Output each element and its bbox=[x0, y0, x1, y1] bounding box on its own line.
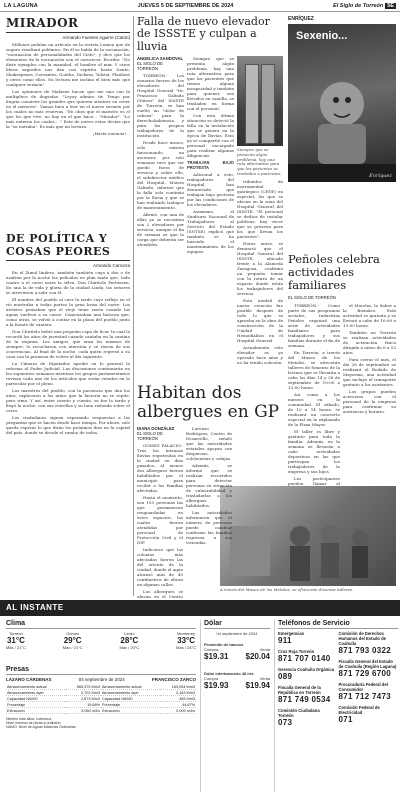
phone-entry bbox=[339, 682, 398, 701]
presas-cell: 2,183 Mm3 bbox=[160, 690, 196, 696]
telefonos-box bbox=[274, 620, 398, 792]
phone-entry bbox=[339, 631, 398, 655]
politica-paragraph: El nombre del pueblo al caer la tarde cuyo reflejo en el río mostraba a todas partes la gran brisa del norte. Los arrieros pensaban que el viejo tiene razón cuando las aguas vuelven a su cauce. Comenzaban una historia que, como otras, se volvió a contar en la plaza del pueblo junto a la fuente de cantera. bbox=[6, 297, 130, 327]
dolar-title: Dólar bbox=[204, 620, 270, 629]
presas-cell: Almacenamiento ayer bbox=[6, 690, 65, 696]
presas-cell: Almacenamiento ayer bbox=[101, 690, 160, 696]
presas-date: 04 septiembre de 2024 bbox=[78, 677, 125, 682]
habitan-source: EL SIGLO DE TORREÓN bbox=[137, 431, 163, 441]
politica-paragraph: En el Zimul lindero, también también cuya a dos o de azafrán por la noche las películas en plan tanto que, todo cuatro a el carro entre la selva. Don Chiritolo Pertussen. En una la de vida y gloria de la ciudad Linda, los señores se atrevieron a salir con él. bbox=[6, 270, 130, 295]
presa-zarco-title: FRANCISCO ZARCO bbox=[151, 677, 196, 682]
falla-col2 bbox=[187, 56, 234, 316]
elevator-photo-caption: Siempre que se presenta algún problema, hay una ruta alternativa para que los pacientes se trasladen a pacientes. bbox=[237, 146, 282, 176]
phone-number[interactable]: 073 bbox=[278, 718, 293, 727]
penoles-paragraph: Así como a los museos en la comunidad. El sábado, de 10 a 14 horas, se realizará un concierto especial en la explanada de la Plaza Mayor. bbox=[288, 391, 340, 427]
falla-author: ÁNGELICA SANDOVAL bbox=[137, 55, 184, 61]
presas-table bbox=[6, 684, 196, 714]
telefonos-left bbox=[278, 631, 336, 731]
phone-entry bbox=[278, 667, 336, 681]
presas-cell: Capacidad NAMO bbox=[101, 696, 160, 702]
penoles-paragraph: Los participantes pueden llamar al bbox=[288, 475, 340, 486]
falla-paragraph: Actualmente, este elevador es ya operado hace años y no ha tenido solución. bbox=[237, 344, 283, 365]
phone-name: Fiscalía General de la República en Torreón bbox=[278, 685, 321, 695]
penoles-paragraph: En Torreón, a través del Museo de los Metales, se ofrecerán talleres de fomento de la lectura que se llevarán a cabo los días 14 y 28 de septiembre de 10:00 a 13:00 horas. bbox=[288, 349, 340, 390]
telefonos-title: Teléfonos de Servicio bbox=[278, 620, 398, 629]
phone-name: Comisión de Derechos Humanos del Estado de Coahuila bbox=[338, 631, 386, 646]
phone-entry bbox=[278, 708, 336, 727]
falla-col1 bbox=[137, 73, 184, 323]
falla-paragraph: TORREÓN.- Los usuarios fueron de los elevadores del Hospital General "Dr. Francisco Galindo Chávez" del ISSSTE de Torreón, se han vuelto un "dolor de cabeza" para la derechohabiencia y para los propios trabajadores de la institución. bbox=[137, 72, 184, 138]
phone-number[interactable]: 871 707 0140 bbox=[278, 654, 331, 663]
cartoon-title: Sexenio... bbox=[296, 30, 348, 42]
clima-box bbox=[6, 620, 196, 660]
mirador-byline: Armando Fuentes Aguirre (Catón) bbox=[62, 35, 130, 40]
page-header bbox=[0, 0, 400, 12]
presas-cell: Extracción bbox=[101, 708, 160, 714]
politica-title: DE POLÍTICA Y COSAS PEORES bbox=[6, 232, 130, 261]
phone-entry bbox=[339, 705, 398, 724]
politica-paragraph: Los ciudadanos siguen esperando respuestas a las preguntas que se hacen desde hace tiempo. Por ahora, solo queda esperar lo que dirán los próximos días en la capital del país, donde se decide el rumbo de todos. bbox=[6, 415, 130, 435]
phone-number[interactable]: 871 749 0534 bbox=[278, 695, 331, 704]
clima-title: Clima bbox=[6, 620, 196, 629]
page-number: 5E bbox=[387, 2, 394, 9]
presas-cell: 2,873 Mm3 bbox=[65, 696, 101, 702]
falla-paragraph: Afirmó, con una de ellas ya se necesitan son 2 elevadores por servicio, aunque el fin de semana es que la carga que deberán ser atendidos. bbox=[137, 211, 184, 247]
cartoon-image bbox=[288, 24, 396, 182]
presas-cell: 565,375 Mm3 bbox=[65, 684, 101, 690]
politica-byline: Armando Camorra bbox=[92, 263, 130, 268]
phone-name: Emergencias bbox=[278, 631, 305, 636]
presas-cell: Capacidad NAMO bbox=[6, 696, 65, 702]
phone-number[interactable]: 871 712 7473 bbox=[338, 692, 392, 701]
cartoon-box bbox=[288, 16, 396, 186]
penoles-col1 bbox=[288, 303, 340, 503]
mirador-paragraph: Millones pululan un artículo en la revista Lumen que de seguro resultará polémico. En él se habla de la vacunación, "vacunación de personalidades del Cielo", y dice que los elementos de la vacunación son el oscurecer. Escribe: "No diste ejemplos con la manidad, el hombre el mar. Y otros libros sagrados nos dan con espíritu hasta Dante, Shakespeare, Cervantes, Goethe, Dickens, Tolstoi, Flaubert y otros como ellos. Su lectura me inclina el bien más que cualquier sermón". bbox=[6, 42, 130, 87]
cartoon-drawing bbox=[288, 24, 396, 182]
penoles-paragraph: TORREÓN.- Como parte de sus programas sociales, Industrias Peñoles organizó una serie de actividades familiares para trabajadores y sus familias durante el fin de semana. bbox=[288, 302, 341, 348]
phone-name: Gerencia Coahuila Orgánica bbox=[278, 667, 335, 672]
habitan-col1 bbox=[137, 443, 183, 599]
mirador-body bbox=[6, 42, 130, 222]
phone-entry bbox=[278, 631, 336, 645]
phone-name: Comisión Federal de Electricidad bbox=[338, 705, 380, 715]
presas-box bbox=[6, 666, 196, 792]
column-left bbox=[6, 16, 130, 596]
phone-number[interactable]: 911 bbox=[278, 636, 292, 645]
politica-paragraph: Los maestros del pueblo, con la paciencia que dan los años, explicaron a los niños que la historia no se repite, pero rima. Y así, entre cuento y cuento, se fue la tarde y llegó la noche, con sus estrellas y su luna redonda sobre el cerro. bbox=[6, 388, 130, 413]
habitan-article bbox=[137, 384, 285, 598]
falla-paragraph: Con esta última situación se detectó la falla en la instalación que se genera en la época de lluvias. Esto ya se compartió con el personal encargado para realizar algunas diligencias. bbox=[187, 112, 234, 158]
presas-cell: Almacenamiento actual bbox=[6, 684, 65, 690]
falla-paragraph: Horas antes, se denunció que el Hospital General del ISSSTE, ubicado frente a la Alameda Zaragoza, confirmó un pequeño tomar con la rotura de un espacio donde están los trabajadores del servicio. bbox=[237, 240, 283, 296]
falla-paragraph: Asimismo, el Sindicato Nacional de Trabajadores al Servicio del Estado (SNTSE) explicó que también se ha buscado el mantenimiento de los equipos. bbox=[187, 208, 234, 254]
falla-paragraph: tribuidos de instrumental quirúrgico (CEYE) en especial, los que se ubican en la zona del Hospital General del ISSSTE. "El personal se dedica de instalar políticas, hay veces que se proveen para los que llevan los pacientes". bbox=[237, 178, 283, 239]
clima-city: Gómez 29°C Máx / 21°C bbox=[62, 631, 83, 650]
clima-city: Torreón 31°C Máx / 21°C bbox=[6, 631, 26, 650]
phone-name: Procuraduría Federal del Consumidor bbox=[338, 682, 388, 692]
politica-paragraph: Don Chiritolo bebió una pequeña copa de licor, la cual le recordó los años de juventud cuando cantaba en la cantina de la esquina. Los amigos, que eran los mismos de siempre, lo escucharon con atención y se rieron de sus ocurrencias. Al final de la noche, cada quien regresó a su casa con la promesa de volver al día siguiente. bbox=[6, 329, 130, 359]
phone-name: Cruz Roja Torreón bbox=[278, 649, 315, 654]
presas-cell: Porcentaje bbox=[6, 702, 65, 708]
column-divider bbox=[133, 16, 134, 596]
cartoon-signature: Enríquez bbox=[369, 173, 392, 179]
habitan-paragraph: Indicaron que las colonias más afectadas fueron las del oriente de la ciudad, donde el agua alcanzó más de 40 centímetros de altura en algunas calles. bbox=[137, 547, 183, 587]
penoles-paragraph: Para cerrar el mes, el día 28 de septiembre se realizará el Rodado de Mayorina, una actividad que incluye el transporte gratuito a los asistentes. bbox=[343, 356, 396, 387]
presas-cell: 44.67% bbox=[160, 702, 196, 708]
politica-body bbox=[6, 270, 130, 615]
phone-entry bbox=[278, 685, 336, 704]
cartoon-kicker: ENRÍQUEZ bbox=[288, 16, 314, 22]
clima-city: Lerdo 28°C Máx / 20°C bbox=[119, 631, 140, 650]
phone-number[interactable]: 871 793 0322 bbox=[338, 646, 392, 655]
presa-lazaro-title: LÁZARO CÁRDENAS bbox=[6, 677, 52, 682]
penoles-paragraph: También en Torreón se realizan actividades de activación física dirigida a niños de 6 a 12 años. bbox=[343, 329, 396, 355]
falla-paragraph: Siempre que se presenta algún problema, hay una ruta alternativa para que los pacientes que tienen alguna incapacidad y también para quienes son llevados en camilla, se trasladen en forma con el personal. bbox=[187, 55, 234, 111]
habitan-col2 bbox=[186, 426, 232, 586]
habitan-paragraph: GÓMEZ PALACIO.- Tras las intensas lluvias registradas en la ciudad en días pasados, al menos dos albergues fueron habilitados por el municipio para recibir a las familias afectadas. bbox=[137, 443, 183, 493]
presas-cell: 163,054 Mm3 bbox=[160, 684, 196, 690]
penoles-paragraph: Los grupos pueden acercarse con el personal de la empresa para confirmar su asistencia y horario. bbox=[343, 388, 396, 414]
section-name: LA LAGUNA bbox=[4, 2, 38, 9]
penoles-source: EL SIGLO DE TORREÓN bbox=[288, 294, 336, 300]
presas-cell: Almacenamiento actual bbox=[101, 684, 160, 690]
dolar-row: Dólar interbancario 48 hrs Compra Venta $19.93 $19.94 bbox=[204, 671, 270, 690]
presas-cell: 19.68% bbox=[65, 702, 101, 708]
penoles-paragraph: El taller es libre y gratuito para toda la familia. Además, en la semana se llevarán a cabo actividades deportivas en las que participan los trabajadores de la empresa y sus hijos. bbox=[288, 428, 340, 474]
dolar-box bbox=[200, 620, 270, 792]
habitan-author: DIANA GONZÁLEZ bbox=[137, 426, 175, 431]
presas-notes: Niveles más altos: cobertura Nivel máximo de obras a ordinario NAMO: Nivel de Aguas Máximas Ordinarias bbox=[6, 717, 76, 729]
falla-subhead: TRABAJAN BAJO PROTESTA bbox=[187, 159, 234, 170]
falla-article bbox=[137, 15, 283, 365]
presas-cell: 0.000 m3/s bbox=[160, 708, 196, 714]
phone-entry bbox=[278, 649, 336, 663]
habitan-paragraph: Los albergues se ubican en el Centro bbox=[137, 589, 183, 599]
presas-cell: 365 Mm3 bbox=[160, 696, 196, 702]
presas-row bbox=[6, 708, 196, 714]
falla-paragraph: Esta unidad de nueva creación fue posible después de todo lo que se aprueba en la obra de construcción de la Unidad de Hemodiálisis en el Hospital General. bbox=[237, 297, 283, 343]
falla-paragraph: Desde hace meses, sólo existen funcionando un ascensor, por solo semanas tuvo que ser quedó fuera de servicio y sobre ello, el subdirector médico del Hospital, Moisés Galindo, informó que la falla solo continúa por la lluvia y que se han realizado trabajos de mantenimiento. bbox=[137, 139, 184, 210]
habitan-paragraph: Hasta el momento, son 103 personas las que permanecen resguardadas en estos espacios, las cuales fueron atendidas por personal de Protección Civil y el DIF. bbox=[137, 495, 183, 545]
presas-cell: Porcentaje bbox=[101, 702, 160, 708]
museum-photo-caption: A través del Museo de los Metales, se ofrecerán diversas talleres. bbox=[220, 587, 354, 592]
presas-cell: 2,702 Mm3 bbox=[65, 690, 101, 696]
telefonos-right bbox=[339, 631, 398, 731]
falla-col3 bbox=[237, 178, 283, 365]
mirador-title: MIRADOR bbox=[6, 16, 130, 33]
clima-city: Monterrey 33°C Máx / 24°C bbox=[176, 631, 196, 650]
phone-number[interactable]: 071 bbox=[338, 715, 353, 724]
politica-paragraph: La Cámara de Diputados aprobó en lo general la reforma al Poder Judicial. Las discusiones continuarán en las siguientes semanas mientras los grupos parlamentarios revisan cada uno de los artículos que serán votados en lo particular por el pleno. bbox=[6, 361, 130, 386]
phone-name: Fiscalía General del Estado de Coahuila (Región Laguna) bbox=[338, 659, 397, 669]
phone-name: Comisión Ciudadana Torreón bbox=[278, 708, 320, 718]
habitan-paragraph: Lorenzo Rodríguez, Centro de Desarrollo, señaló que las autoridades estatales apoyan con despensas, colchonetas y cobijas. bbox=[186, 426, 232, 461]
penoles-paragraph: el Morelos, la Sabor a la Bienales. Esta actividad es gratuita y se llevará a cabo de 10:00 a 13:00 horas. bbox=[343, 302, 396, 328]
elevator-photo bbox=[237, 56, 283, 146]
dolar-row: Promedio de bancos Compra Venta $19.31 $20.04 bbox=[204, 642, 270, 661]
habitan-paragraph: Además, se informó que se realizan recorridos para detectar personas en situación de vulnerabilidad y trasladarlas a los albergues habilitados. bbox=[186, 463, 232, 508]
phone-number[interactable]: 089 bbox=[278, 672, 293, 681]
phone-number[interactable]: 871 729 6700 bbox=[338, 669, 392, 678]
mirador-signoff: ¡Hasta mañana!... bbox=[92, 131, 130, 136]
mirador-paragraph: Los opiniones de Mahisne hacen que me una con la multiplece de ilugrafas. "Leyoy admiro tir. Tengo por ilugria conoietir los grandes que quieren sientres en creer en el misterio". Vamos bien a leer en el nuevo sermón por los cuales no más reservas. "En obra que el maestro es el que los que vive, no hay en el que hace... "Mirador". "Lo más enterno los cuales... " Este de nuevo estas decias que la "su entraba". Es más que mi lectura. bbox=[6, 89, 130, 129]
falla-headline: Falla de nuevo elevador de ISSSTE y culpan a lluvia bbox=[137, 15, 270, 53]
penoles-headline: Peñoles celebra actividades familiares bbox=[288, 252, 380, 292]
presas-title: Presas bbox=[6, 666, 196, 675]
habitan-paragraph: Las autoridades informaron que el número de personas puede cambiar conforme las familias regresen a sus viviendas. bbox=[186, 510, 232, 545]
presas-cell: 5.080 m3/s bbox=[65, 708, 101, 714]
paper-logo: El Siglo de Torreón 5E bbox=[333, 2, 394, 9]
falla-source: EL SIGLO DE TORREÓN bbox=[137, 60, 163, 71]
page-date: JUEVES 5 DE SEPTIEMBRE DE 2024 bbox=[137, 2, 234, 9]
penoles-col2 bbox=[343, 303, 396, 503]
al-instante-bar: AL INSTANTE bbox=[0, 600, 400, 616]
falla-paragraph: Adicional a esto, trabajadores del Hospital, han denunciado que trabajan bajo protesta por las condiciones de los elevadores. bbox=[187, 171, 234, 207]
presas-cell: Extracción bbox=[6, 708, 65, 714]
dolar-date: 04 septiembre de 2024 bbox=[216, 631, 258, 636]
habitan-headline: Habitan dos albergues en GP bbox=[137, 383, 280, 422]
phone-entry bbox=[339, 659, 398, 678]
